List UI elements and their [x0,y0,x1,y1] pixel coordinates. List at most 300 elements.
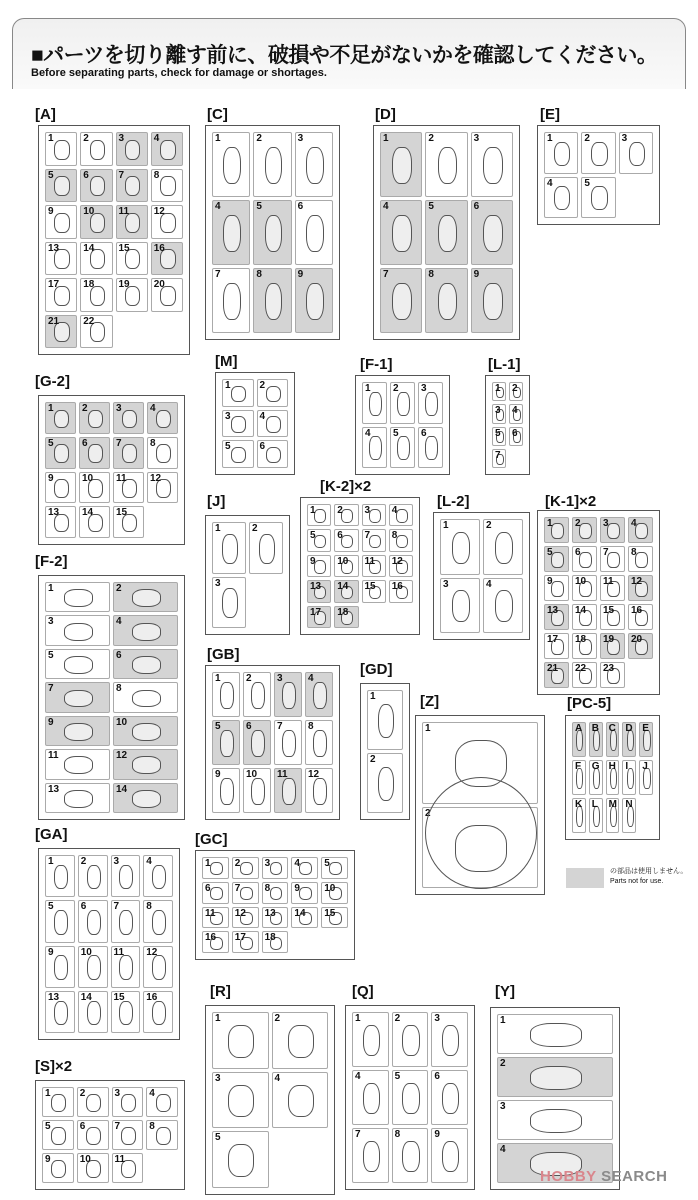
part-shape [160,140,175,160]
part-shape [442,1141,459,1173]
part-number: 13 [310,581,322,593]
part-ga-1 [45,855,75,897]
part-shape [54,910,68,935]
part-number: 15 [603,605,615,616]
part-number: 3 [114,1088,121,1099]
part-f-2-8 [113,682,178,712]
part-shape [64,690,94,708]
sprue-l-2 [433,512,530,640]
part-shape [288,1085,314,1118]
part-a-18 [80,278,112,312]
part-shape [265,215,283,252]
part-number: 12 [234,907,246,919]
part-k-2-13 [307,580,331,602]
part-number: 2 [259,380,266,391]
part-gc-18 [262,931,289,953]
part-ga-6 [78,900,108,942]
part-a-20 [151,278,183,312]
part-q-3 [431,1012,468,1067]
part-number: 14 [294,907,306,919]
part-number: 6 [82,437,88,449]
part-number: 15 [324,907,336,919]
part-number: 1 [48,133,54,144]
part-gb-5 [212,720,240,765]
sprue-label-gb: [GB] [207,646,240,663]
part-number: 3 [443,578,449,590]
part-pc-5-F [572,760,586,795]
part-number: 21 [48,315,60,327]
part-shape [530,1066,582,1089]
sprue-ga [38,848,180,1040]
part-number: 17 [48,279,60,290]
part-f-1-3 [418,382,443,424]
part-shape [483,283,503,320]
part-shape [220,682,233,708]
part-number: 22 [575,663,587,674]
part-k-2-1 [307,504,331,526]
part-s-3 [112,1087,144,1117]
part-shape [282,682,295,708]
part-k-1-10 [572,575,597,601]
part-ga-12 [143,946,173,988]
part-number: 12 [150,472,162,484]
part-shape [125,176,140,196]
part-shape [452,532,471,564]
part-number: 6 [473,201,480,212]
part-shape [341,509,353,522]
part-number: N [625,799,633,810]
part-number: 5 [324,858,330,869]
part-number: 11 [48,750,59,762]
part-shape [119,865,133,890]
part-d-2 [425,132,467,197]
part-shape [591,186,607,210]
part-number: 1 [205,858,211,869]
part-c-2 [253,132,291,197]
part-s-7 [112,1120,144,1150]
part-shape [54,444,69,463]
part-number: 5 [225,441,231,453]
part-d-7 [380,268,422,333]
part-d-9 [471,268,513,333]
part-y-1 [497,1014,613,1054]
part-number: 6 [205,882,211,894]
part-shape [402,1083,419,1115]
part-shape [369,535,381,548]
part-shape [425,436,437,460]
part-shape [306,283,324,320]
part-number: 12 [308,769,320,780]
part-number: 3 [277,673,283,684]
part-number: 8 [150,437,156,449]
part-number: 3 [603,518,609,529]
part-number: 10 [80,946,92,958]
part-gc-5 [321,857,348,879]
part-shape [629,142,645,166]
part-c-3 [295,132,333,197]
part-shape [220,730,233,756]
part-a-16 [151,242,183,276]
part-g-2-2 [79,402,110,434]
part-a-19 [116,278,148,312]
part-number: 10 [324,882,336,894]
part-number: 8 [308,721,314,732]
part-a-11 [116,205,148,239]
part-number: 5 [215,721,221,732]
part-number: E [642,723,649,734]
part-shape [402,1141,419,1173]
sprue-label-l-2: [L-2] [437,493,470,510]
part-pc-5-M [606,798,620,833]
part-shape [452,590,471,622]
sprue-j [205,515,290,635]
part-shape [341,535,353,548]
part-number: 8 [631,547,637,558]
part-k-1-4 [628,517,653,543]
part-g-2-9 [45,472,76,504]
part-shape [369,392,381,416]
part-d-6 [471,200,513,265]
part-shape [495,590,514,622]
part-f-1-5 [390,427,415,469]
part-shape [156,1127,171,1145]
part-a-9 [45,205,77,239]
part-pc-5-H [606,760,620,795]
part-shape [425,392,437,416]
part-shape [579,523,591,538]
part-gc-13 [262,907,289,929]
part-number: 8 [146,901,152,913]
part-gc-12 [232,907,259,929]
part-ga-4 [143,855,173,897]
part-m-5 [222,440,254,468]
part-shape [288,1025,314,1058]
part-number: 2 [425,807,431,819]
part-number: 9 [48,206,54,217]
part-number: 4 [355,1071,361,1082]
part-g-2-14 [79,506,110,538]
part-s-4 [146,1087,178,1117]
part-shape [554,186,570,210]
part-f-2-10 [113,716,178,746]
part-number: 6 [575,547,581,558]
part-f-1-2 [390,382,415,424]
part-number: F [575,761,582,772]
part-r-2 [272,1012,329,1069]
sprue-label-k-2: [K-2]×2 [320,478,372,495]
part-number: 11 [114,1154,126,1165]
part-number: 1 [215,1013,221,1024]
part-number: 3 [297,133,304,144]
part-f-2-7 [45,682,110,712]
part-shape [119,1001,133,1026]
sprue-label-f-1: [F-1] [360,356,393,373]
part-k-2-14 [334,580,358,602]
part-number: 9 [294,882,300,894]
sprue-l-1 [485,375,530,475]
part-d-3 [471,132,513,197]
part-a-5 [45,169,77,203]
legend-text-jp: の部品は使用しません。 [610,868,688,875]
part-number: 6 [83,169,89,181]
part-number: 6 [337,530,343,542]
part-number: 6 [259,441,266,453]
part-number: C [608,723,616,734]
display-base-ring [425,777,537,889]
part-number: 4 [486,578,492,590]
part-shape [54,479,69,498]
part-shape [222,534,238,564]
part-shape [54,955,68,980]
part-shape [397,436,409,460]
part-shape [396,509,408,522]
part-k-2-7 [362,529,386,551]
part-number: 11 [113,946,125,958]
part-shape [87,865,101,890]
part-number: 20 [153,279,165,290]
part-e-2 [581,132,615,174]
part-number: 7 [48,683,54,695]
part-shape [54,176,69,196]
part-shape [210,887,223,900]
part-shape [378,704,395,738]
part-k-1-18 [572,633,597,659]
sprue-s [35,1080,185,1190]
sprue-label-y: [Y] [495,983,515,1000]
part-number: 12 [146,946,158,958]
part-number: 3 [113,856,120,867]
part-pc-5-B [589,722,603,757]
part-y-2 [497,1057,613,1097]
part-l-1-6 [509,427,523,446]
part-shape [483,215,503,252]
part-shape [282,730,295,756]
part-number: 5 [45,1121,51,1132]
part-shape [607,552,619,567]
part-f-2-5 [45,649,110,679]
legend-text-en: Parts not for use. [610,878,664,885]
sprue-k-1 [537,510,660,695]
part-shape [132,756,162,774]
sprue-label-a: [A] [35,106,56,123]
part-number: 4 [215,201,221,212]
part-r-5 [212,1131,269,1188]
part-shape [156,410,171,429]
part-number: 18 [337,606,349,618]
part-number: A [575,723,583,734]
part-shape [378,767,395,801]
part-number: 1 [443,520,449,531]
part-shape [54,1001,68,1026]
part-shape [299,862,312,875]
part-shape [313,682,326,708]
part-l-1-3 [492,404,506,423]
part-k-1-6 [572,546,597,572]
part-number: 1 [215,673,221,684]
part-number: 8 [116,683,122,695]
part-number: 3 [264,858,271,869]
sprue-f-2 [38,575,185,820]
part-number: 1 [547,133,553,144]
part-g-2-8 [147,437,178,469]
part-pc-5-E [639,722,653,757]
part-shape [51,1127,66,1145]
part-a-4 [151,132,183,166]
part-k-1-15 [600,604,625,630]
part-gb-9 [212,768,240,813]
part-number: 10 [82,472,94,484]
part-number: 11 [603,576,614,587]
part-k-1-7 [600,546,625,572]
part-number: 19 [118,279,130,290]
part-number: 1 [45,1088,51,1099]
part-d-5 [425,200,467,265]
part-k-1-8 [628,546,653,572]
part-shape [64,723,94,741]
sprue-label-pc-5: [PC-5] [567,695,612,712]
part-shape [119,910,133,935]
instruction-header [12,18,686,89]
part-number: 5 [48,437,54,449]
part-number: 9 [48,472,54,484]
part-shape [90,176,105,196]
part-gb-11 [274,768,302,813]
part-number: 3 [116,403,122,414]
part-number: 8 [428,269,434,280]
part-gb-7 [274,720,302,765]
part-number: 2 [116,583,122,594]
part-number: 16 [146,991,158,1003]
part-g-2-12 [147,472,178,504]
part-number: 3 [434,1013,440,1024]
part-q-9 [431,1128,468,1183]
part-shape [64,656,94,674]
part-a-10 [80,205,112,239]
part-shape [132,690,162,708]
part-s-2 [77,1087,109,1117]
part-number: 2 [584,133,590,144]
part-m-4 [257,410,289,438]
part-shape [579,552,591,567]
part-number: 1 [48,403,54,414]
part-shape [306,215,324,252]
part-number: L [591,799,598,810]
part-number: 11 [205,907,216,919]
part-number: 5 [394,1071,401,1082]
part-j-3 [212,577,246,629]
part-shape [231,416,246,432]
part-l-1-5 [492,427,506,446]
part-q-7 [352,1128,389,1183]
part-number: 6 [80,901,87,913]
header-title-en: Before separating parts, check for damage or shortages. [31,67,327,79]
part-s-9 [42,1153,74,1183]
part-number: 4 [274,1072,281,1084]
part-k-1-17 [544,633,569,659]
part-d-8 [425,268,467,333]
part-shape [438,215,458,252]
sprue-r [205,1005,335,1195]
part-shape [635,552,647,567]
part-f-2-1 [45,582,110,612]
part-f-2-4 [113,615,178,645]
part-k-1-23 [600,662,625,688]
part-number: 9 [310,555,316,567]
part-shape [591,142,607,166]
sprue-gd [360,683,410,820]
sprue-label-r: [R] [210,983,231,1000]
part-number: 4 [149,1088,155,1099]
part-number: 2 [394,1013,401,1024]
part-number: 15 [118,242,130,254]
part-k-2-18 [334,606,358,628]
part-number: D [625,723,633,734]
part-shape [259,534,275,564]
part-shape [220,778,233,804]
part-number: 4 [547,177,553,189]
part-shape [438,147,458,184]
part-number: 2 [512,383,518,394]
part-ga-15 [111,991,141,1033]
part-number: 12 [116,750,128,762]
part-gc-6 [202,882,229,904]
part-k-1-14 [572,604,597,630]
part-gb-4 [305,672,333,717]
sprue-q [345,1005,475,1190]
part-shape [270,862,283,875]
part-r-1 [212,1012,269,1069]
part-shape [54,865,68,890]
part-number: 2 [256,133,262,144]
part-number: 5 [256,201,262,212]
part-number: B [591,723,600,734]
part-k-2-10 [334,555,358,577]
part-shape [392,215,412,252]
sprue-y [490,1007,620,1190]
sprue-label-g-2: [G-2] [35,373,70,390]
part-number: 4 [294,858,300,869]
part-gc-3 [262,857,289,879]
part-number: 5 [48,169,54,181]
part-number: 8 [394,1129,401,1140]
part-number: 4 [146,856,152,867]
part-s-8 [146,1120,178,1150]
part-shape [54,140,69,160]
part-number: I [625,761,629,772]
part-s-6 [77,1120,109,1150]
part-d-4 [380,200,422,265]
part-number: 4 [308,673,314,684]
part-number: 15 [364,581,376,593]
part-e-1 [544,132,578,174]
part-shape [402,1025,419,1057]
part-number: 2 [246,673,252,684]
part-number: 9 [48,946,54,958]
part-number: 18 [83,279,95,290]
part-shape [369,509,381,522]
part-number: 15 [116,507,128,519]
part-m-2 [257,379,289,407]
part-a-22 [80,315,112,349]
part-y-3 [497,1100,613,1140]
sprue-label-f-2: [F-2] [35,553,68,570]
part-number: 4 [259,410,266,422]
part-a-17 [45,278,77,312]
part-shape [251,730,264,756]
part-number: 11 [364,555,376,567]
part-gc-2 [232,857,259,879]
part-number: 8 [153,169,160,181]
